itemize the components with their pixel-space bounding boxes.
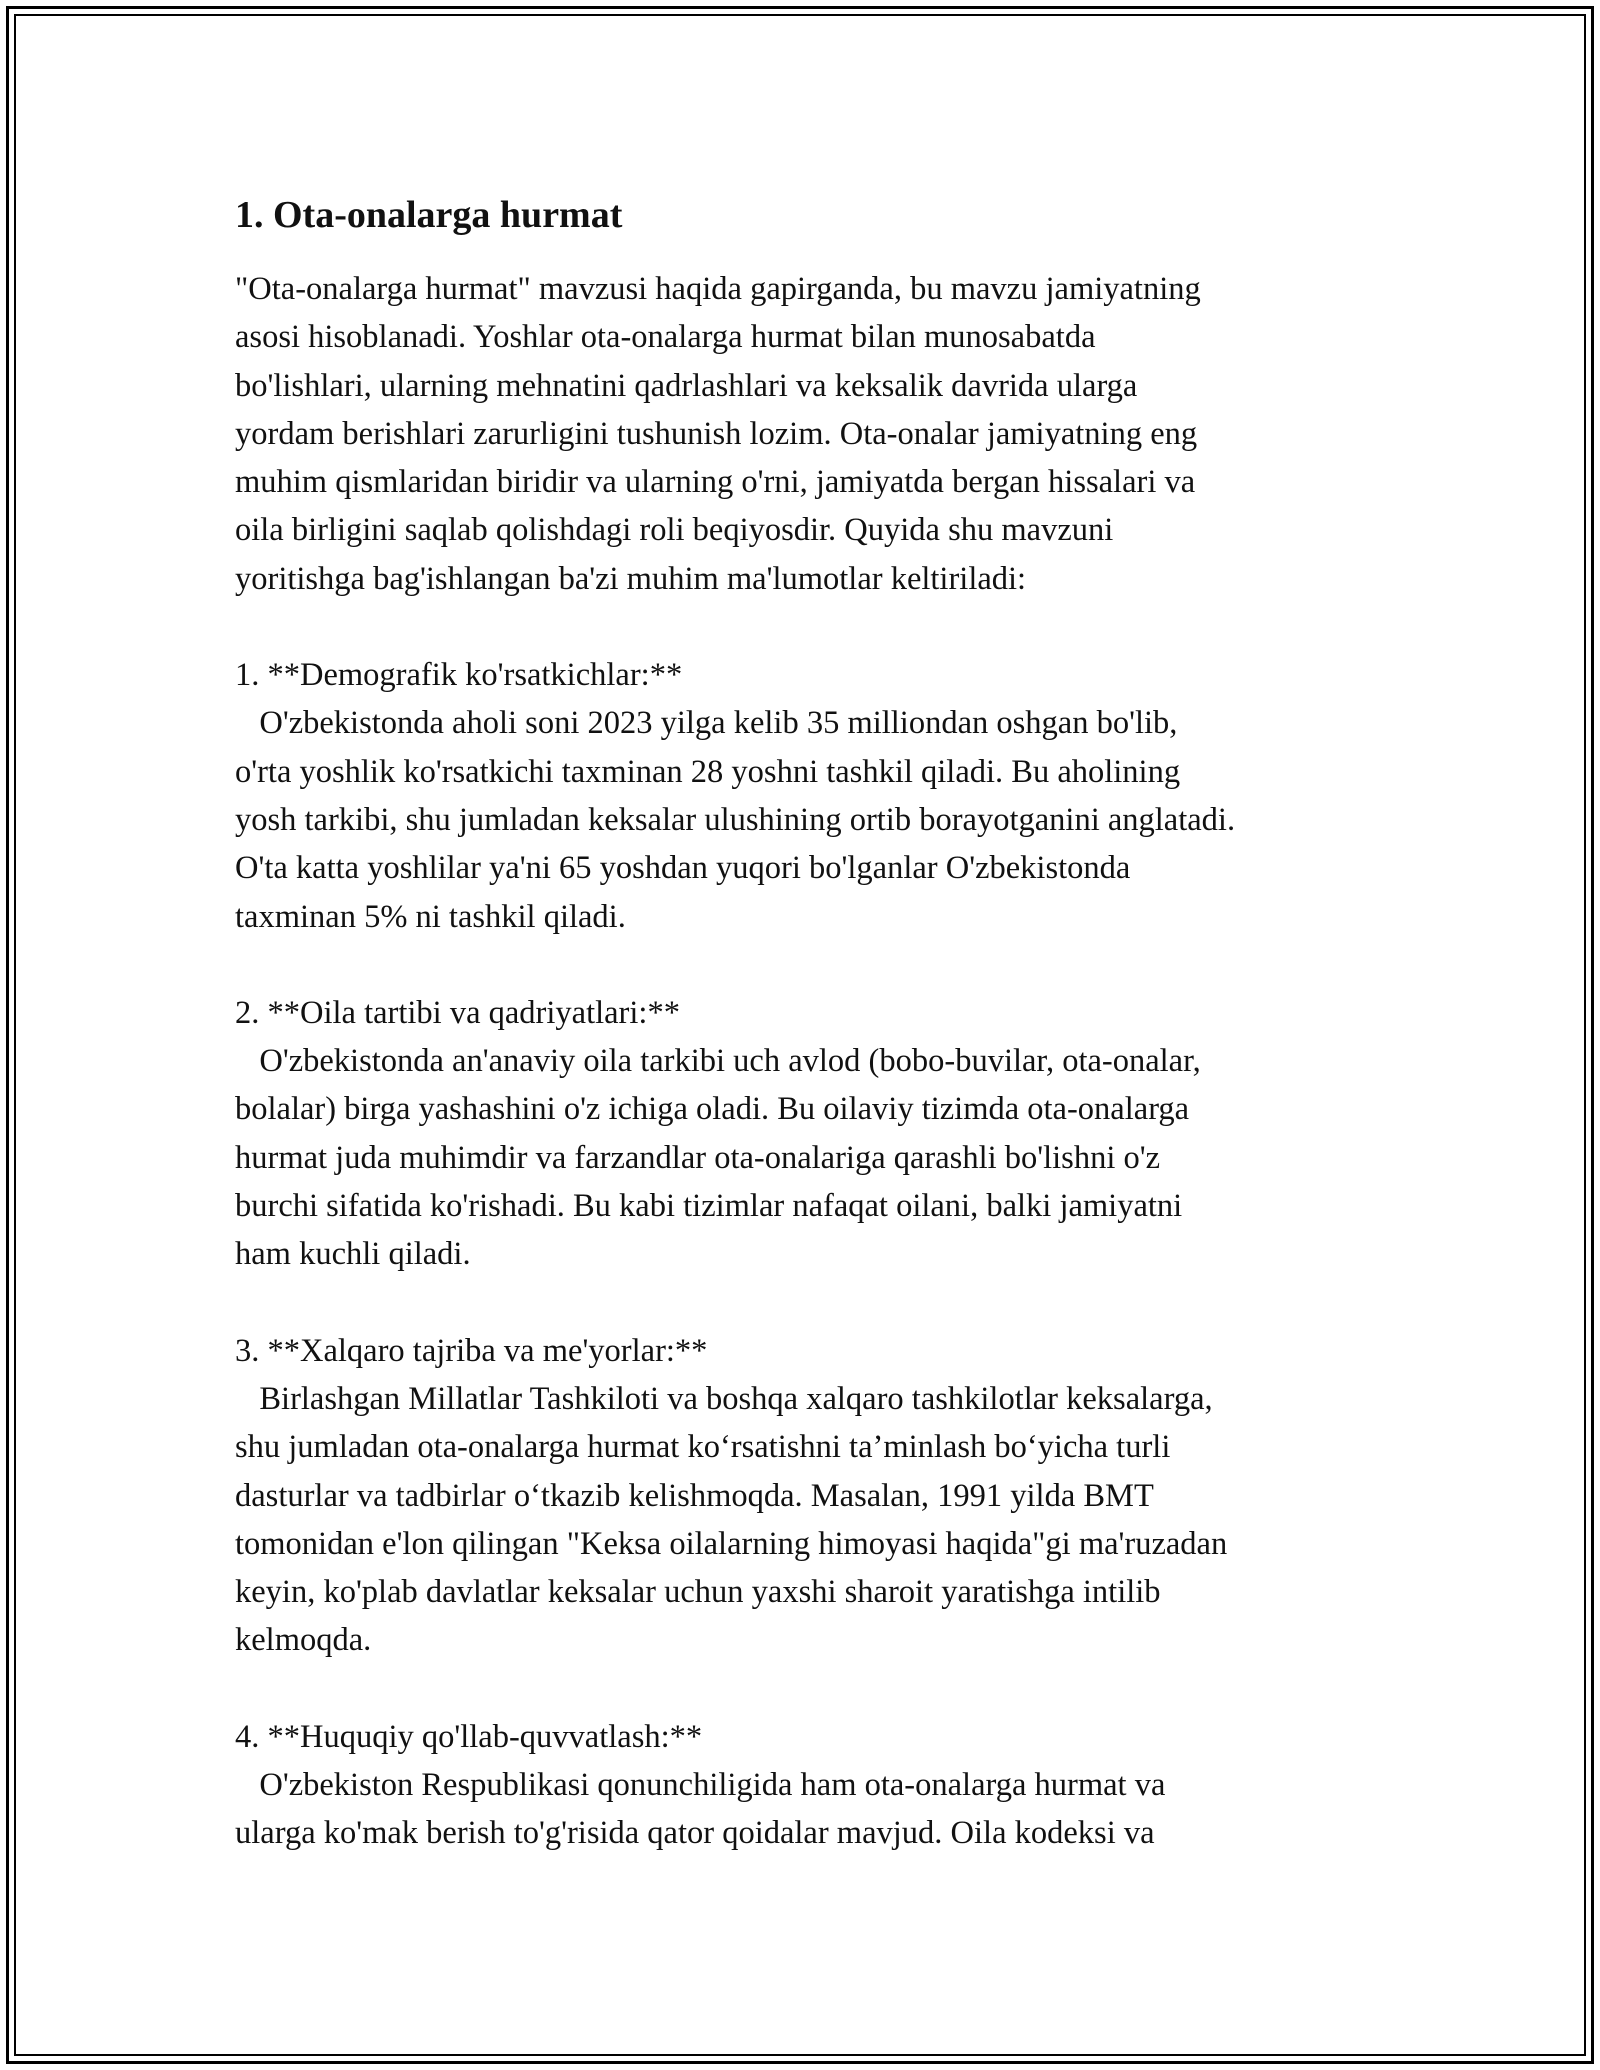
section-body: Birlashgan Millatlar Tashkiloti va boshqa xalqaro tashkilotlar keksalarga, shu jumladan ota-onalarga hurmat ko‘rsatishni ta’minlash bo‘yicha turli dasturlar va tadbirlar o‘tkazib kelishmoqda. Masalan, 1991 yilda BMT tomonidan e'lon qilingan "Keksa oilalarning himoyasi haqida"gi ma'ruzadan keyin, ko'plab davlatlar keksalar uchun yaxshi sharoit yaratishga intilib kelmoqda.	[235, 1380, 1228, 1659]
document-title: 1. Ota-onalarga hurmat	[235, 194, 623, 236]
intro-paragraph: "Ota-onalarga hurmat" mavzusi haqida gapirganda, bu mavzu jamiyatning asosi hisoblanadi. Yoshlar ota-onalarga hurmat bilan munosabatda bo'lishlari, ularning mehnatini qadrlashlari va keksalik davrida ularga yordam berishlari zarurligini tushunish lozim. Ota-onalar jamiyatning eng muhim qismlaridan biridir va ularning o'rni, jamiyatda bergan hissalari va oila birligini saqlab qolishdagi roli beqiyosdir. Quyida shu mavzuni yoritishga bag'ishlangan ba'zi muhim ma'lumotlar keltiriladi:	[235, 271, 1201, 597]
section-body: O'zbekistonda aholi soni 2023 yilga kelib 35 milliondan oshgan bo'lib, o'rta yoshlik ko'rsatkichi taxminan 28 yoshni tashkil qiladi. Bu aholining yosh tarkibi, shu jumladan keksalar ulushining ortib borayotganini anglatadi. O'ta katta yoshlilar ya'ni 65 yoshdan yuqori bo'lganlar O'zbekistonda taxminan 5% ni tashkil qiladi.	[235, 705, 1236, 935]
section-heading: 1. **Demografik ko'rsatkichlar:**	[235, 657, 683, 694]
section-heading: 4. **Huquqiy qo'llab-quvvatlash:**	[235, 1718, 703, 1755]
section-heading: 3. **Xalqaro tajriba va me'yorlar:**	[235, 1332, 708, 1369]
section-oila-tartibi	[235, 989, 1385, 1279]
section-huquqiy	[235, 1713, 1385, 1858]
section-body: O'zbekistonda an'anaviy oila tarkibi uch avlod (bobo-buvilar, ota-onalar, bolalar) birga yashashini o'z ichiga oladi. Bu oilaviy tizimda ota-onalarga hurmat juda muhimdir va farzandlar ota-onalariga qarashli bo'lishni o'z burchi sifatida ko'rishadi. Bu kabi tizimlar nafaqat oilani, balki jamiyatni ham kuchli qiladi.	[235, 1043, 1201, 1273]
document-page	[235, 185, 1385, 1858]
section-demografik	[235, 651, 1385, 941]
section-body: O'zbekiston Respublikasi qonunchiligida ham ota-onalarga hurmat va ularga ko'mak berish to'g'risida qator qoidalar mavjud. Oila kodeksi va	[235, 1767, 1166, 1852]
section-xalqaro-tajriba	[235, 1327, 1385, 1665]
section-heading: 2. **Oila tartibi va qadriyatlari:**	[235, 994, 680, 1031]
